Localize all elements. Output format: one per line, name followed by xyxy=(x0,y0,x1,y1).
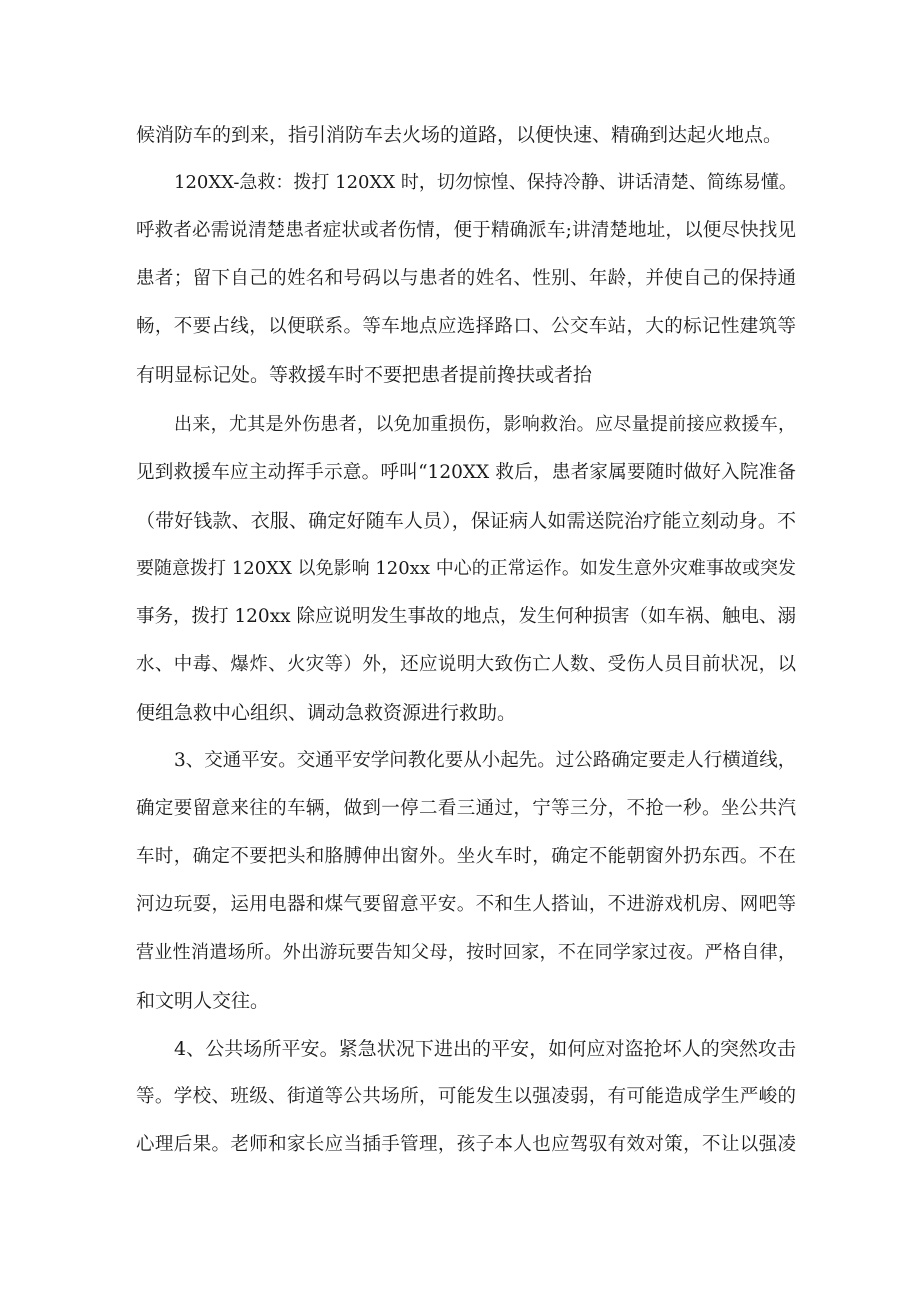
text-line: 有明显标记处。等救援车时不要把患者提前搀扶或者抬 xyxy=(136,364,593,386)
text-line: 心理后果。老师和家长应当插手管理，孩子本人也应驾驭有效对策，不让以强凌 xyxy=(136,1134,796,1155)
text-line: 营业性消遣场所。外出游玩要告知父母，按时回家，不在同学家过夜。严格自律， xyxy=(136,942,796,963)
paragraph-traffic-safety xyxy=(136,737,796,1025)
text-line: 和文明人交往。 xyxy=(136,990,270,1012)
text-line: 要随意拨打 120XX 以免影响 120xx 中心的正常运作。如发生意外灾难事故或突发 xyxy=(136,558,796,579)
text-line: 4、公共场所平安。紧急状况下进出的平安，如何应对盗抢坏人的突然攻击 xyxy=(174,1038,796,1060)
text-line: （带好钱款、衣服、确定好随车人员），保证病人如需送院治疗能立刻动身。不 xyxy=(136,510,796,532)
text-line: 呼救者必需说清楚患者症状或者伤情，便于精确派车;讲清楚地址，以便尽快找见 xyxy=(136,220,796,241)
paragraph-ambulance-waiting xyxy=(136,401,796,737)
text-line: 患者；留下自己的姓名和号码以与患者的姓名、性别、年龄，并使自己的保持通 xyxy=(136,268,796,289)
text-line: 车时，确定不要把头和胳膊伸出窗外。坐火车时，确定不能朝窗外扔东西。不在 xyxy=(136,846,796,867)
text-line: 120XX-急救：拨打 120XX 时，切勿惊惶、保持冷静、讲话清楚、简练易懂。 xyxy=(174,172,797,193)
text-line: 水、中毒、爆炸、火灾等）外，还应说明大致伤亡人数、受伤人员目前状况，以 xyxy=(136,654,796,675)
text-line: 确定要留意来往的车辆，做到一停二看三通过，宁等三分，不抢一秒。坐公共汽 xyxy=(136,798,796,819)
text-line: 畅，不要占线，以便联系。等车地点应选择路口、公交车站，大的标记性建筑等 xyxy=(136,316,796,337)
text-line: 事务，拨打 120xx 除应说明发生事故的地点，发生何种损害（如车祸、触电、溺 xyxy=(136,606,796,627)
text-line: 见到救援车应主动挥手示意。呼叫“120XX 救后，患者家属要随时做好入院准备 xyxy=(136,462,796,483)
text-line: 等。学校、班级、街道等公共场所，可能发生以强凌弱，有可能造成学生严峻的 xyxy=(136,1086,796,1107)
text-line: 便组急救中心组织、调动急救资源进行救助。 xyxy=(136,702,517,724)
text-line: 候消防车的到来，指引消防车去火场的道路，以便快速、精确到达起火地点。 xyxy=(136,124,783,146)
text-line: 出来，尤其是外伤患者，以免加重损伤，影响救治。应尽量提前接应救援车， xyxy=(174,414,796,435)
paragraph-fire-truck-guidance xyxy=(136,111,796,159)
paragraph-public-places-safety xyxy=(136,1025,796,1169)
text-line: 3、交通平安。交通平安学问教化要从小起先。过公路确定要走人行横道线， xyxy=(174,750,797,771)
paragraph-120-emergency xyxy=(136,159,796,399)
text-line: 河边玩耍，运用电器和煤气要留意平安。不和生人搭讪，不进游戏机房、网吧等 xyxy=(136,894,796,915)
